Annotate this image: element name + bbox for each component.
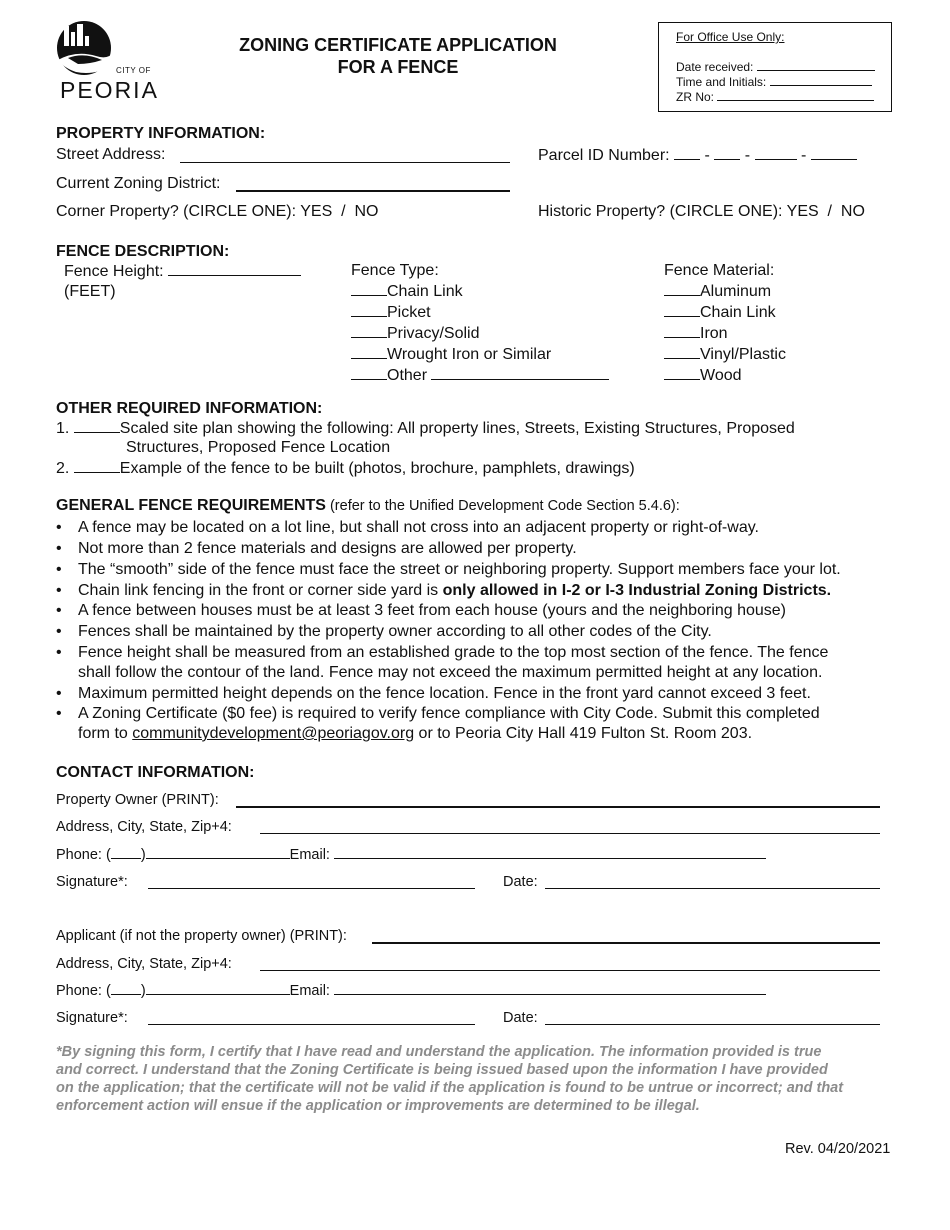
owner-date-label: Date: xyxy=(503,874,538,890)
form-title-line1: ZONING CERTIFICATE APPLICATION xyxy=(239,35,557,55)
applicant-address-label: Address, City, State, Zip+4: xyxy=(56,956,232,972)
requirements-heading: GENERAL FENCE REQUIREMENTS (refer to the Unified Development Code Section 5.4.6): xyxy=(56,497,680,514)
applicant-date-input[interactable] xyxy=(545,1024,880,1025)
logo-peoria: PEORIA xyxy=(60,77,159,103)
applicant-name-input[interactable] xyxy=(372,942,880,944)
applicant-date-label: Date: xyxy=(503,1010,538,1026)
fence-height-field[interactable] xyxy=(64,261,301,282)
fence-material-option[interactable]: Chain Link xyxy=(664,302,786,323)
fence-type-label: Fence Type: xyxy=(351,262,439,279)
other-item-2[interactable]: 2. Example of the fence to be built (photos, brochure, pamphlets, drawings) xyxy=(56,460,635,477)
fence-description-heading: FENCE DESCRIPTION: xyxy=(56,243,230,260)
contact-info-heading: CONTACT INFORMATION: xyxy=(56,764,255,781)
fence-material-label: Fence Material: xyxy=(664,262,775,279)
office-use-heading: For Office Use Only: xyxy=(676,30,785,44)
applicant-address-input[interactable] xyxy=(260,970,880,971)
other-item-1-continued: Structures, Proposed Fence Location xyxy=(126,439,391,456)
applicant-signature-input[interactable] xyxy=(148,1024,475,1025)
zoning-district-label: Current Zoning District: xyxy=(56,175,221,192)
fence-material-option[interactable]: Vinyl/Plastic xyxy=(664,344,786,365)
fence-type-option[interactable]: Other xyxy=(351,365,609,386)
applicant-name-label: Applicant (if not the property owner) (PRINT): xyxy=(56,928,347,944)
city-logo xyxy=(56,20,159,103)
fence-type-option[interactable]: Privacy/Solid xyxy=(351,323,609,344)
corner-property-question[interactable]: Corner Property? (CIRCLE ONE): YES / NO xyxy=(56,203,379,220)
fence-height-unit: (FEET) xyxy=(64,283,116,300)
street-address-input[interactable] xyxy=(180,162,510,163)
form-title-line2: FOR A FENCE xyxy=(337,57,459,77)
fence-material-option[interactable]: Iron xyxy=(664,323,786,344)
parcel-id-label: Parcel ID Number: xyxy=(538,147,670,164)
revision-date: Rev. 04/20/2021 xyxy=(785,1141,891,1157)
owner-name-label: Property Owner (PRINT): xyxy=(56,792,219,808)
zoning-district-input[interactable] xyxy=(236,190,510,192)
fence-material-option[interactable]: Wood xyxy=(664,365,786,386)
zr-number-field[interactable]: ZR No: xyxy=(676,89,874,104)
fence-type-list xyxy=(351,281,609,386)
date-received-field[interactable]: Date received: xyxy=(676,59,875,74)
historic-property-question[interactable]: Historic Property? (CIRCLE ONE): YES / NO xyxy=(538,203,865,220)
applicant-signature-label: Signature*: xyxy=(56,1010,128,1026)
certification-disclaimer: *By signing this form, I certify that I have read and understand the application. The information provided is true and correct. I understand that the Zoning Certificate is being issued based upon the information I have provided on the application; that the certificate will not be valid if the application is found to be untrue or incorrect; and that enforcement action will ensue if the application or improvements are determined to be illegal. xyxy=(56,1044,844,1114)
fence-material-list xyxy=(664,281,786,386)
other-info-heading: OTHER REQUIRED INFORMATION: xyxy=(56,400,323,417)
property-info-heading: PROPERTY INFORMATION: xyxy=(56,125,266,142)
fence-type-option[interactable]: Picket xyxy=(351,302,609,323)
fence-material-option[interactable]: Aluminum xyxy=(664,281,786,302)
form-title xyxy=(198,34,598,78)
street-address-label: Street Address: xyxy=(56,146,166,163)
peoria-skyline-emblem xyxy=(56,20,116,76)
applicant-phone-field[interactable]: Phone: ( ) Email: xyxy=(56,982,766,1000)
owner-address-input[interactable] xyxy=(260,833,880,834)
logo-city-of: CITY OF xyxy=(116,66,151,75)
owner-signature-input[interactable] xyxy=(148,888,475,889)
fence-type-option[interactable]: Chain Link xyxy=(351,281,609,302)
owner-name-input[interactable] xyxy=(236,806,880,808)
office-use-box xyxy=(658,22,892,112)
owner-date-input[interactable] xyxy=(545,888,880,889)
fence-height-label: Fence Height: xyxy=(64,263,164,280)
owner-phone-field[interactable]: Phone: ( ) Email: xyxy=(56,846,766,864)
other-item-1[interactable]: 1. Scaled site plan showing the following: All property lines, Streets, Existing Structures, Proposed xyxy=(56,420,795,437)
time-initials-field[interactable]: Time and Initials: xyxy=(676,74,872,89)
fence-type-option[interactable]: Wrought Iron or Similar xyxy=(351,344,609,365)
parcel-id-field[interactable]: Parcel ID Number: - - - xyxy=(538,145,857,166)
owner-address-label: Address, City, State, Zip+4: xyxy=(56,819,232,835)
owner-signature-label: Signature*: xyxy=(56,874,128,890)
email-link[interactable]: communitydevelopment@peoriagov.org xyxy=(132,725,415,742)
